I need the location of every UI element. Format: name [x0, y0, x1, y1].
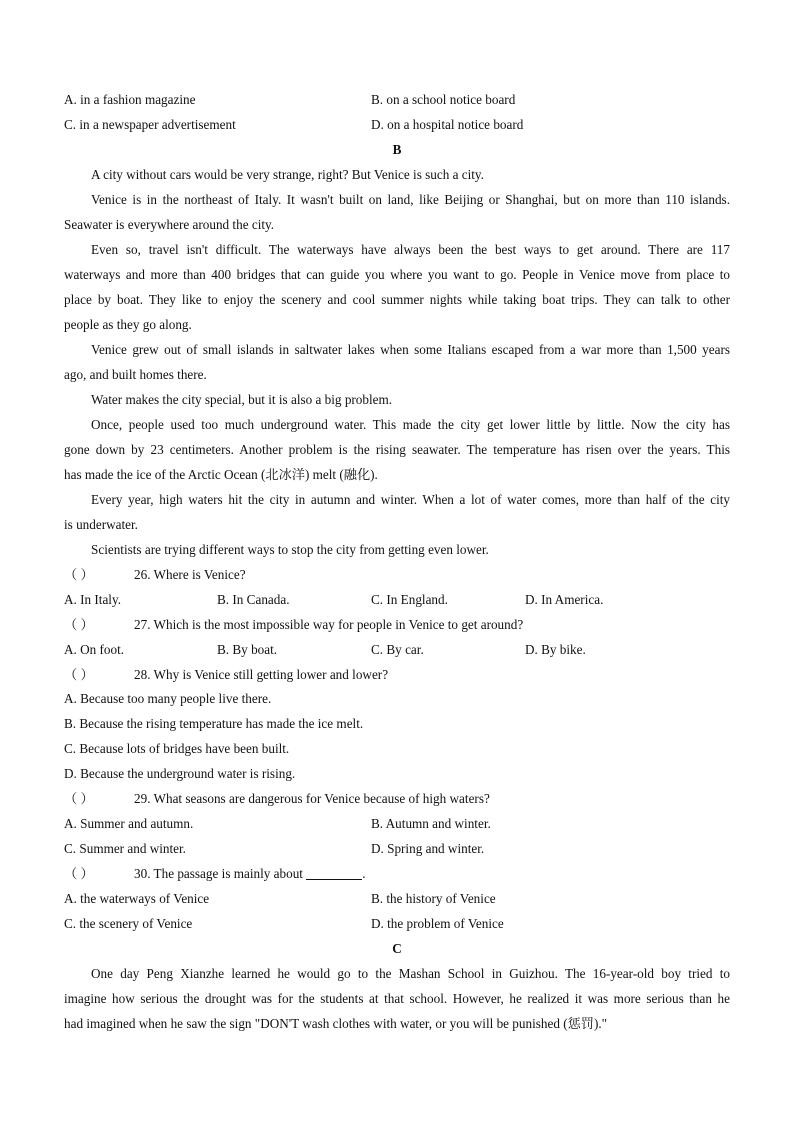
question-stem: 30. The passage is mainly about: [134, 866, 303, 881]
answer-blank[interactable]: [306, 867, 362, 880]
paragraph-line: is underwater.: [64, 517, 138, 532]
paragraph-line: Water makes the city special, but it is also a big problem.: [91, 392, 393, 407]
q29-option-b[interactable]: B. Autumn and winter.: [371, 816, 491, 831]
question-30: [64, 866, 730, 882]
question-26: [64, 567, 730, 583]
paragraph-line: Venice grew out of small islands in saltwater lakes when some Italians escaped from a war more than 1,500 years: [91, 342, 730, 357]
paragraph-line: imagine how serious the drought was for the students at that school. However, he realized it was more serious than he: [64, 991, 730, 1006]
q30-option-b[interactable]: B. the history of Venice: [371, 891, 496, 906]
paragraph-line: Seawater is everywhere around the city.: [64, 217, 275, 232]
paragraph-line: waterways and more than 400 bridges that can guide you where you want to go. People in Venice move from place to: [64, 267, 730, 282]
prev-option-a: A. in a fashion magazine: [64, 92, 196, 107]
answer-paren[interactable]: （ ）: [64, 791, 94, 806]
paragraph-line: Even so, travel isn't difficult. The waterways have always been the best ways to get around. There are 117: [91, 242, 730, 257]
paragraph-line: place by boat. They like to enjoy the scenery and cool summer nights while taking boat trips. They can talk to other: [64, 292, 730, 307]
section-c-heading: C: [392, 941, 402, 956]
question-stem: 29. What seasons are dangerous for Venice because of high waters?: [134, 791, 490, 806]
paragraph-line: One day Peng Xianzhe learned he would go to the Mashan School in Guizhou. The 16-year-old boy tried to: [91, 966, 730, 981]
question-28: [64, 667, 730, 683]
q30-option-d[interactable]: D. the problem of Venice: [371, 916, 504, 931]
q28-option-c[interactable]: C. Because lots of bridges have been built.: [64, 741, 290, 756]
question-29: [64, 791, 730, 807]
prev-option-b: B. on a school notice board: [371, 92, 516, 107]
q26-option-a[interactable]: A. In Italy.: [64, 592, 122, 607]
paragraph-line: had imagined when he saw the sign "DON'T wash clothes with water, or you will be punished (惩罚).": [64, 1016, 608, 1031]
question-stem: 28. Why is Venice still getting lower and lower?: [134, 667, 389, 682]
q27-option-d[interactable]: D. By bike.: [525, 642, 586, 657]
q28-option-d[interactable]: D. Because the underground water is rising.: [64, 766, 296, 781]
question-stem: 27. Which is the most impossible way for people in Venice to get around?: [134, 617, 524, 632]
paragraph-line: gone down by 23 centimeters. Another problem is the rising seawater. The temperature has risen over the years. This: [64, 442, 730, 457]
q29-option-a[interactable]: A. Summer and autumn.: [64, 816, 194, 831]
paragraph-line: has made the ice of the Arctic Ocean (北冰洋) melt (融化).: [64, 467, 378, 482]
answer-paren[interactable]: （ ）: [64, 667, 94, 682]
prev-option-d: D. on a hospital notice board: [371, 117, 524, 132]
paragraph-line: Scientists are trying different ways to stop the city from getting even lower.: [91, 542, 489, 557]
q30-option-a[interactable]: A. the waterways of Venice: [64, 891, 210, 906]
prev-option-c: C. in a newspaper advertisement: [64, 117, 236, 132]
q29-option-c[interactable]: C. Summer and winter.: [64, 841, 186, 856]
section-b-heading: B: [392, 142, 402, 157]
answer-paren[interactable]: （ ）: [64, 567, 94, 582]
question-end: .: [362, 866, 366, 881]
q26-option-d[interactable]: D. In America.: [525, 592, 604, 607]
q27-option-a[interactable]: A. On foot.: [64, 642, 125, 657]
q26-option-c[interactable]: C. In England.: [371, 592, 448, 607]
paragraph-line: Once, people used too much underground water. This made the city get lower little by little. Now the city has: [91, 417, 730, 432]
answer-paren[interactable]: （ ）: [64, 866, 94, 881]
q28-option-a[interactable]: A. Because too many people live there.: [64, 691, 272, 706]
question-27: [64, 617, 730, 633]
q28-option-b[interactable]: B. Because the rising temperature has made the ice melt.: [64, 716, 364, 731]
paragraph-line: ago, and built homes there.: [64, 367, 207, 382]
q29-option-d[interactable]: D. Spring and winter.: [371, 841, 485, 856]
paragraph-line: people as they go along.: [64, 317, 192, 332]
q30-option-c[interactable]: C. the scenery of Venice: [64, 916, 193, 931]
answer-paren[interactable]: （ ）: [64, 617, 94, 632]
q26-option-b[interactable]: B. In Canada.: [217, 592, 290, 607]
q27-option-b[interactable]: B. By boat.: [217, 642, 278, 657]
question-stem: 26. Where is Venice?: [134, 567, 246, 582]
q27-option-c[interactable]: C. By car.: [371, 642, 424, 657]
paragraph-line: Venice is in the northeast of Italy. It wasn't built on land, like Beijing or Shanghai, but on more than 110 islands.: [91, 192, 730, 207]
paragraph-line: Every year, high waters hit the city in autumn and winter. When a lot of water comes, more than half of the city: [91, 492, 730, 507]
paragraph-line: A city without cars would be very strange, right? But Venice is such a city.: [91, 167, 484, 182]
